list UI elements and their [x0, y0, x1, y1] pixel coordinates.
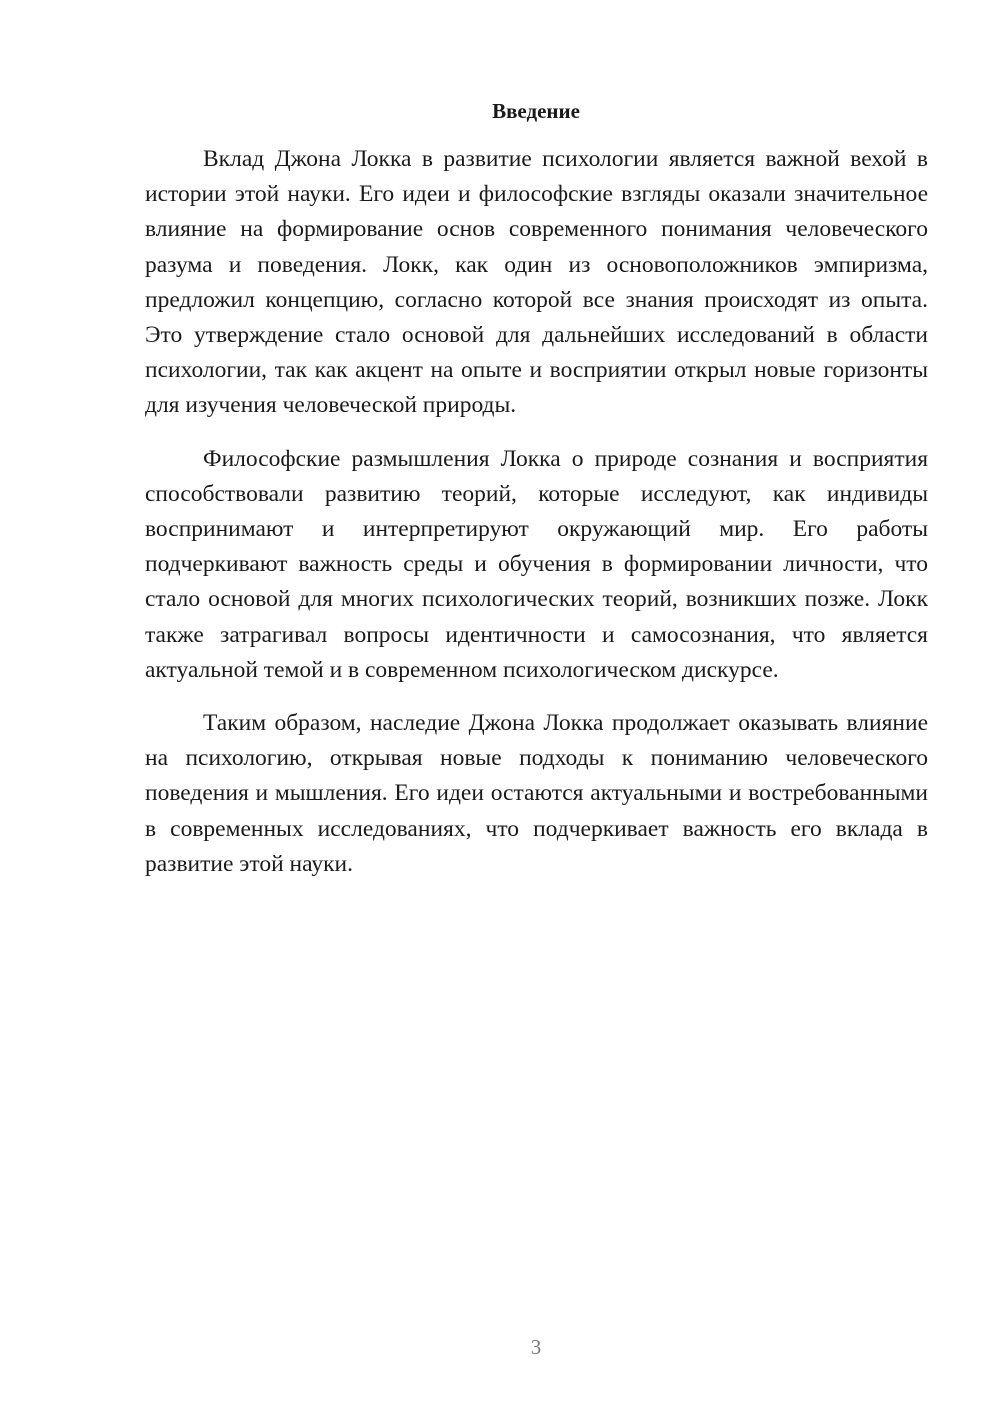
page-number: 3	[530, 1335, 542, 1359]
paragraph-3: Таким образом, наследие Джона Локка продолжает оказывать влияние на психологию, открывая новые подходы к пониманию человеческого поведения и мышления. Его идеи остаются актуальными и востребованными в современных исследованиях, что подчеркивает важность его вклада в развитие этой науки.	[145, 710, 928, 877]
section-heading: Введение	[492, 99, 580, 123]
body-text	[145, 142, 928, 900]
paragraph-2: Философские размышления Локка о природе сознания и восприятия способствовали развитию теорий, которые исследуют, как индивиды воспринимают и интерпретируют окружающий мир. Его работы подчеркивают важность среды и обучения в формировании личности, что стало основой для многих психологических теорий, возникших позже. Локк также затрагивал вопросы идентичности и самосознания, что является актуальной темой и в современном психологическом дискурсе.	[145, 445, 928, 683]
paragraph-1: Вклад Джона Локка в развитие психологии является важной вехой в истории этой науки. Его идеи и философские взгляды оказали значительное влияние на формирование основ современного понимания человеческого разума и поведения. Локк, как один из основоположников эмпиризма, предложил концепцию, согласно которой все знания происходят из опыта. Это утверждение стало основой для дальнейших исследований в области психологии, так как акцент на опыте и восприятии открыл новые горизонты для изучения человеческой природы.	[145, 146, 928, 419]
